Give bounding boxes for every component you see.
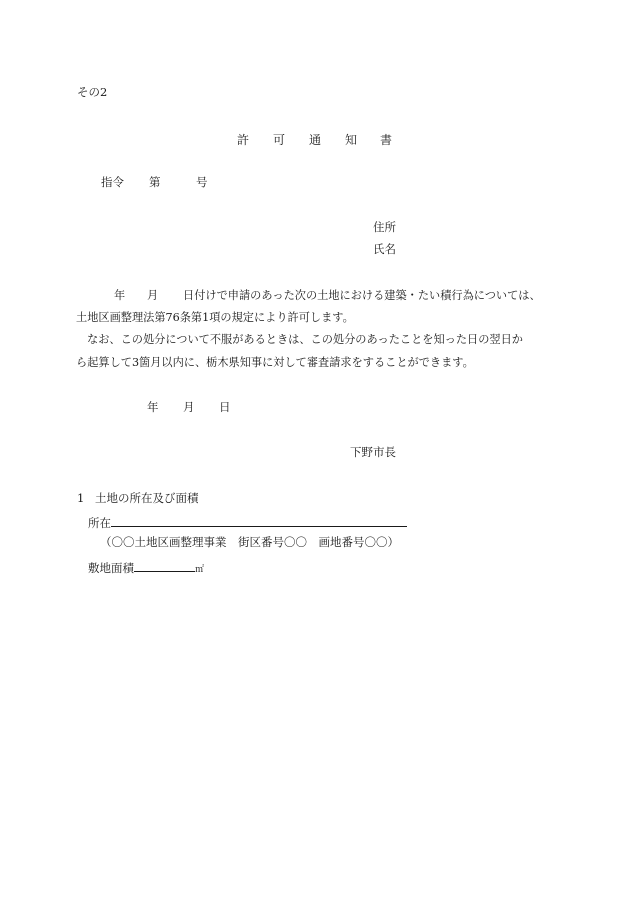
section-heading: 土地の所在及び面積 xyxy=(95,491,199,505)
project-note: （〇〇土地区画整理事業 街区番号〇〇 画地番号〇〇） xyxy=(100,535,399,549)
name-label: 氏名 xyxy=(373,242,396,256)
area-row xyxy=(88,560,204,575)
directive-suffix: 号 xyxy=(196,175,208,189)
body-month: 月 xyxy=(147,289,159,302)
directive-prefix: 第 xyxy=(149,175,161,189)
form-number: その2 xyxy=(77,85,108,99)
issue-day: 日 xyxy=(219,400,231,414)
issuer: 下野市長 xyxy=(350,445,396,459)
title-char: 通 xyxy=(309,133,322,147)
title-char: 可 xyxy=(273,133,286,147)
body-year: 年 xyxy=(114,289,126,302)
location-blank xyxy=(111,515,407,527)
address-label: 住所 xyxy=(373,220,396,234)
location-label: 所在 xyxy=(88,516,111,530)
body-line3: なお、この処分について不服があるときは、この処分のあったことを知った日の翌日か xyxy=(87,333,523,346)
body-line2: 土地区画整理法第76条第1項の規定により許可します。 xyxy=(76,311,354,324)
body-line1: 日付けで申請のあった次の土地における建築・たい積行為については、 xyxy=(183,289,541,302)
area-unit: ㎡ xyxy=(195,565,205,575)
location-row xyxy=(88,515,407,530)
body-line4: ら起算して3箇月以内に、栃木県知事に対して審査請求をすることができます。 xyxy=(76,356,474,369)
section-number: 1 xyxy=(77,491,85,505)
title-char: 許 xyxy=(237,133,250,147)
issue-year: 年 xyxy=(147,400,159,414)
title-char: 書 xyxy=(380,133,393,147)
area-label: 敷地面積 xyxy=(88,561,134,575)
title-char: 知 xyxy=(345,133,358,147)
issue-month: 月 xyxy=(183,400,195,414)
directive-label: 指令 xyxy=(101,175,124,189)
area-blank xyxy=(134,560,195,572)
